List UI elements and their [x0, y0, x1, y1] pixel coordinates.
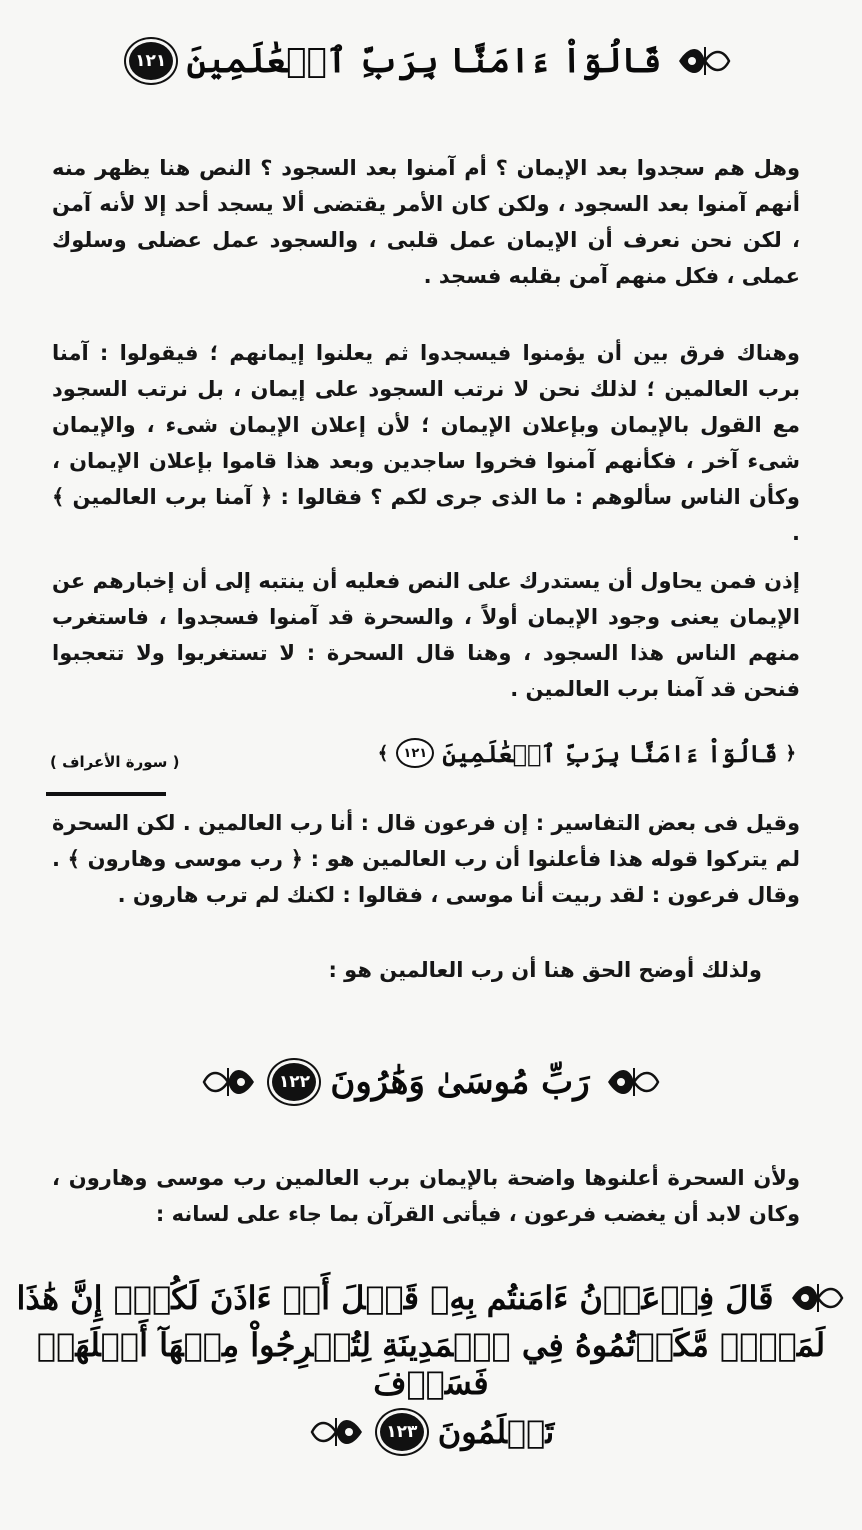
ornate-bracket-open: ﴿ — [785, 742, 796, 764]
leaf-ornament-icon — [200, 1062, 258, 1102]
ayah-number-badge: ١٢٣ — [380, 1413, 424, 1451]
paragraph-6: ولأن السحرة أعلنوها واضحة بالإيمان برب العالمين رب موسى وهارون ، وكان لابد أن يغضب فرعون ، فيأتى القرآن بما جاء على لسانه : — [52, 1166, 800, 1226]
paragraph-5: ولذلك أوضح الحق هنا أن رب العالمين هو : — [328, 958, 762, 982]
paragraph-3: إذن فمن يحاول أن يستدرك على النص فعليه أن ينتبه إلى أن إخبارهم عن الإيمان يعنى وجود الإيمان أولاً ، والسحرة قد آمنوا فسجدوا ، فاستغرب منهم الناس هذا السجود ، وهنا قال السحرة : لا تستغربوا ولا تتعجبوا فنحن قد آمنا برب العالمين . — [52, 569, 800, 701]
paragraph-1: وهل هم سجدوا بعد الإيمان ؟ أم آمنوا بعد السجود ؟ النص هنا يظهر منه أنهم آمنوا بعد السجود ، ولكن كان الأمر يقتضى ألا يسجد أحد إلا لأنه آمن ، لكن نحن نعرف أن الإيمان عمل قلبى ، والسجود عمل عضلى وسلوك عملى ، فكل منهم آمن بقلبه فسجد . — [52, 156, 800, 288]
ayah-number-badge: ١٢٢ — [272, 1063, 316, 1101]
verse-line-1: قَالَ فِرۡعَوۡنُ ءَامَنتُم بِهِۦ قَبۡلَ أَنۡ ءَاذَنَ لَكُمۡۖ إِنَّ هَٰذَا — [16, 1279, 774, 1317]
verse-heading-middle — [0, 1062, 862, 1102]
inline-verse — [378, 738, 796, 768]
verse-heading-top — [0, 40, 862, 81]
paragraph-2: وهناك فرق بين أن يؤمنوا فيسجدوا ثم يعلنوا إيمانهم ؛ فيقولوا : آمنا برب العالمين ؛ لذلك نحن لا نرتب السجود على إيمان ، بل نرتب السجود مع القول بالإيمان وبإعلان الإيمان ؛ لأن إعلان الإيمان شىء ، والإيمان شىء آخر ، فكأنهم آمنوا فخروا ساجدين وبعد هذا قاموا بإعلان الإيمان ، وكأن الناس سألوهم : ما الذى جرى لكم ؟ فقالوا : ﴿ آمنا برب العالمين ﴾ . — [52, 341, 800, 545]
verse-heading-bottom — [0, 1278, 862, 1452]
verse-line-3: تَعۡلَمُونَ — [437, 1413, 555, 1451]
leaf-ornament-icon — [788, 1278, 846, 1318]
verse-text: رَبِّ مُوسَىٰ وَهَٰرُونَ — [330, 1062, 590, 1102]
leaf-ornament-icon — [604, 1062, 662, 1102]
inline-verse-text: قَالُوٓاْ ءَامَنَّا بِرَبِّ ٱلۡعَٰلَمِينَ — [442, 738, 778, 768]
ayah-number-badge: ١٢١ — [129, 42, 173, 80]
surah-reference: ( سورة الأعراف ) — [50, 753, 180, 771]
verse-text: قَالُوٓاْ ءَامَنَّا بِرَبِّ ٱلۡعَٰلَمِينَ — [186, 41, 662, 81]
leaf-ornament-icon — [308, 1412, 366, 1452]
paragraph-4: وقيل فى بعض التفاسير : إن فرعون قال : أنا رب العالمين . لكن السحرة لم يتركوا قوله هذا فأعلنوا أن رب العالمين هو : ﴿ رب موسى وهارون ﴾ . وقال فرعون : لقد ربيت أنا موسى ، فقالوا : لكنك لم ترب هارون . — [52, 811, 800, 907]
leaf-ornament-icon — [675, 41, 733, 81]
verse-line-2: لَمَكۡرٞ مَّكَرۡتُمُوهُ فِي ٱلۡمَدِينَةِ لِتُخۡرِجُواْ مِنۡهَآ أَهۡلَهَاۖ فَسَوۡفَ — [36, 1326, 826, 1402]
ornate-bracket-close: ﴾ — [377, 742, 389, 764]
divider-rule — [46, 792, 166, 796]
ayah-number-badge: ١٢١ — [396, 738, 434, 768]
